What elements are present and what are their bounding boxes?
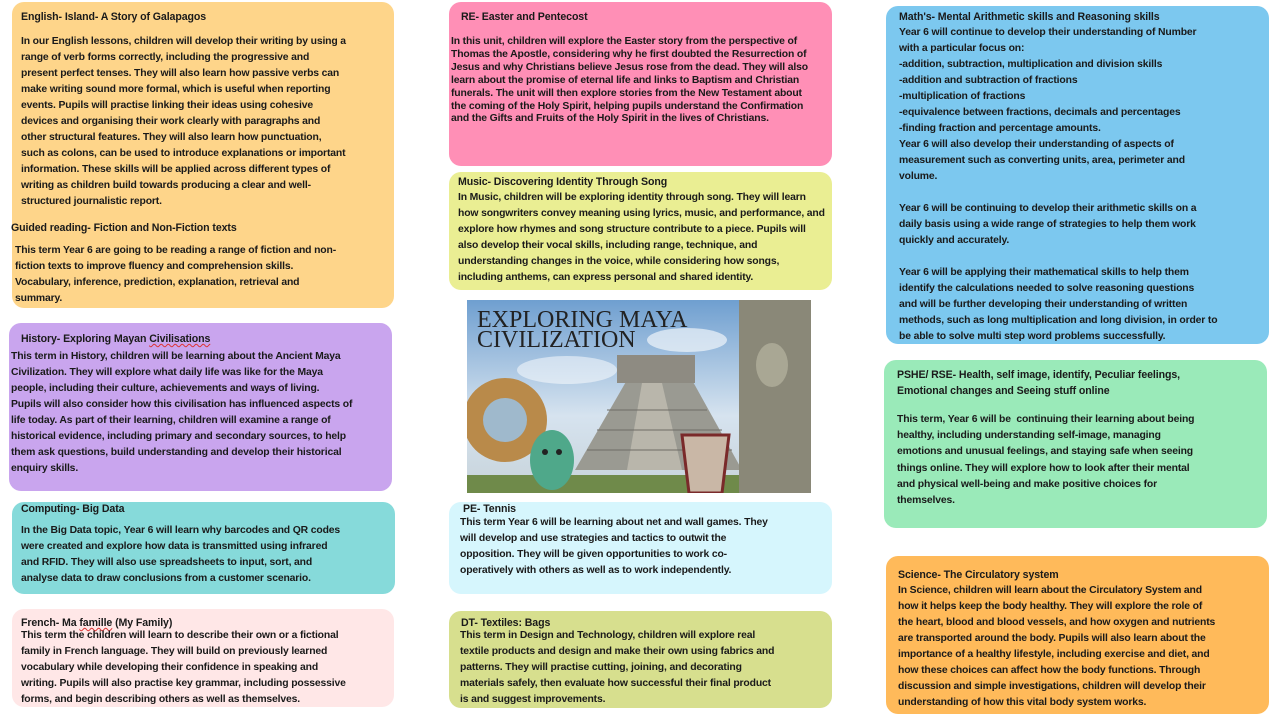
dt-body: This term in Design and Technology, children will explore real textile products and design and make their own using fabrics and patterns. They will practise cutting, joining, and decorating materials safely, then evaluate how successful their final product is and suggest improvements. bbox=[460, 630, 775, 705]
pe-title: PE- Tennis bbox=[463, 503, 516, 515]
pshe-title: PSHE/ RSE- Health, self image, identify, Peculiar feelings, Emotional changes and Seeing stuff online bbox=[897, 369, 1180, 397]
science-title: Science- The Circulatory system bbox=[898, 569, 1059, 581]
maths-title: Math's- Mental Arithmetic skills and Reasoning skills bbox=[899, 11, 1160, 23]
english-title: English- Island- A Story of Galapagos bbox=[21, 11, 207, 23]
english-body: In our English lessons, children will develop their writing by using a range of verb forms correctly, including the progressive and present perfect tenses. They will also learn how passive verbs can make writing sound more formal, which is useful when reporting events. Pupils will practise linking their ideas using cohesive devices and organising their work clearly with paragraphs and other structural features. They will also learn how punctuation, such as colons, can be used to introduce explanations or important information. These skills will be applied across different types of writing as children build towards producing a clear and well- structured journalistic report. bbox=[21, 36, 346, 207]
re-title: RE- Easter and Pentecost bbox=[461, 11, 588, 23]
pe-body: This term Year 6 will be learning about net and wall games. They will develop and use strategies and tactics to outwit the opposition. They will be given opportunities to work co- operatively with others as well as to work independently. bbox=[460, 517, 768, 576]
history-title bbox=[21, 331, 210, 347]
jade-mask bbox=[530, 430, 574, 490]
computing-title: Computing- Big Data bbox=[21, 503, 125, 515]
history-body: This term in History, children will be learning about the Ancient Maya Civilization. They will explore what daily life was like for the Maya people, including their culture, achievements and ways of living. Pupils will also consider how this civilisation has influenced aspects of life today. As part of their learning, children will examine a range of historical evidence, including primary and secondary sources, to help them ask questions, build understanding and develop their historical enquiry skills. bbox=[11, 351, 353, 474]
image-caption-line2: CIVILIZATION bbox=[477, 327, 636, 353]
pshe-body: This term, Year 6 will be continuing their learning about being healthy, including understanding self-image, managing emotions and unusual feelings, and staying safe when seeing things online. They will explore how to look after their mental and physical well-being and make positive choices for themselves. bbox=[897, 414, 1195, 507]
music-title: Music- Discovering Identity Through Song bbox=[458, 176, 668, 188]
stela bbox=[739, 300, 811, 493]
guided-reading-body: This term Year 6 are going to be reading a range of fiction and non- fiction texts to improve fluency and comprehension skills. Vocabulary, inference, prediction, explanation, retrieval and summary. bbox=[15, 245, 337, 304]
french-title-prefix: French- Ma bbox=[21, 617, 80, 629]
french-body: This term the children will learn to describe their own or a fictional family in French language. They will build on previously learned vocabulary while developing their confidence in speaking and writing. Pupils will also practise key grammar, including possessive forms, and begin describing others as well as themselves. bbox=[21, 630, 346, 705]
guided-reading-title: Guided reading- Fiction and Non-Fiction texts bbox=[11, 222, 237, 234]
french-title-underlined: famille bbox=[79, 617, 113, 629]
maths-body: Year 6 will continue to develop their understanding of Number with a particular focus on: -addition, subtraction, multiplication and division skills -addition and subtraction of fractions -multiplication of fractions -equivalence between fractions, decimals and percentages -finding fraction and percentage amounts. Year 6 will also develop their understanding of aspects of measurement such as converting units, area, perimeter and volume. Year 6 will be continuing to develop their arithmetic skills on a daily basis using a wide range of strategies to help them work quickly and accurately. Year 6 will be applying their mathematical skills to help them identify the calculations needed to solve reasoning questions and will be further developing their understanding of written methods, such as long multiplication and long division, in order to be able to solve multi step word problems successfully. bbox=[899, 27, 1218, 342]
maya-civilization-image bbox=[467, 300, 811, 493]
re-body: In this unit, children will explore the Easter story from the perspective of Thomas the Apostle, considering why he first doubted the Resurrection of Jesus and why Christians believe Jesus rose from the dead. They will also learn about the promise of eternal life and links to Baptism and Christian funerals. The unit will then explore stories from the New Testament about the coming of the Holy Spirit, helping pupils understand the Confirmation and the Gifts and Fruits of the Holy Spirit in the lives of Christians. bbox=[451, 36, 808, 125]
painted-vase bbox=[682, 435, 729, 493]
dt-title: DT- Textiles: Bags bbox=[461, 617, 551, 629]
french-title-suffix: (My Family) bbox=[112, 617, 173, 629]
music-body: In Music, children will be exploring identity through song. They will learn how songwriters convey meaning using lyrics, music, and performance, and explore how rhymes and song structure contribute to a piece. Pupils will also develop their vocal skills, including range, technique, and understanding changes in the voice, while considering how songs, including anthems, can express personal and shared identity. bbox=[458, 192, 825, 283]
image-caption-line1: EXPLORING MAYA bbox=[477, 307, 688, 333]
history-title-text: History- Exploring Mayan bbox=[21, 333, 150, 345]
history-title-underlined: Civilisations bbox=[149, 333, 211, 345]
science-body: In Science, children will learn about the Circulatory System and how it helps keep the body healthy. They will explore the role of the heart, blood and blood vessels, and how oxygen and nutrients are transported around the body. Pupils will also learn about the importance of a healthy lifestyle, including exercise and diet, and how these choices can affect how the body functions. Through discussion and simple investigations, children will develop their understanding of how this vital body system works. bbox=[898, 585, 1216, 708]
computing-body: In the Big Data topic, Year 6 will learn why barcodes and QR codes were created and explore how data is transmitted using infrared and RFID. They will also use spreadsheets to input, sort, and analyse data to draw conclusions from a customer scenario. bbox=[21, 525, 341, 584]
